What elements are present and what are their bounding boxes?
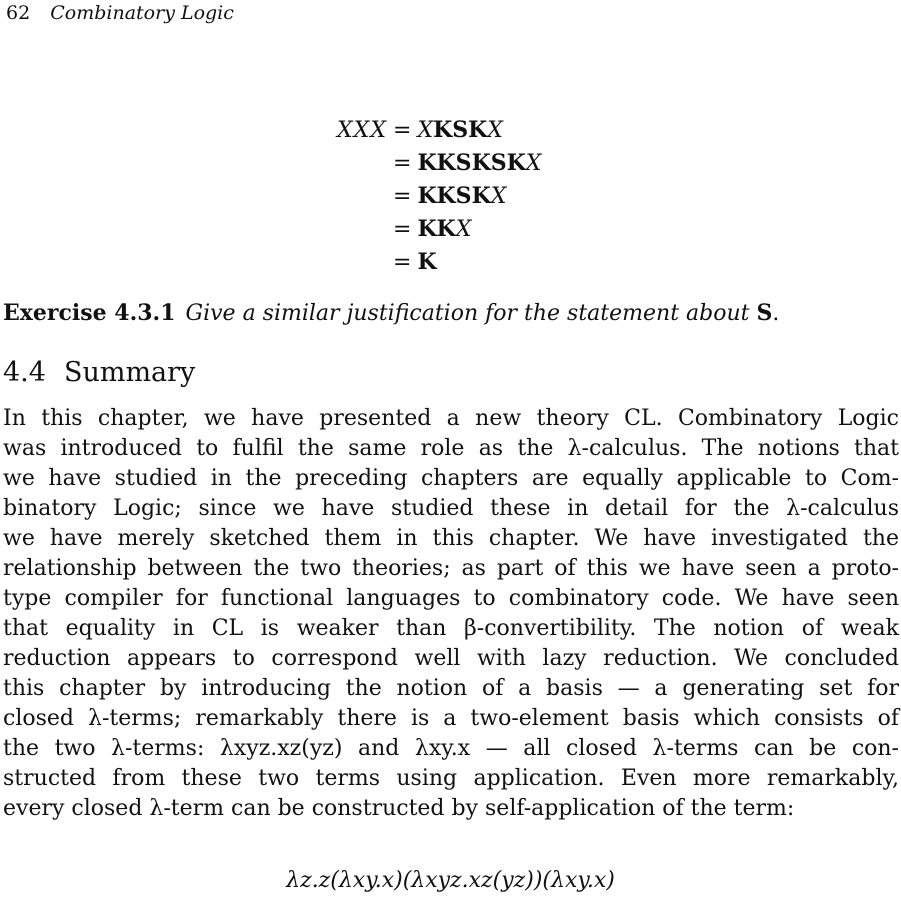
- paragraph-line: that equality in CL is weaker than β-convertibility. The notion of weak: [3, 616, 899, 641]
- equation-rhs: [393, 147, 541, 180]
- section-number: 4.4: [3, 357, 46, 388]
- paragraph-line: binatory Logic; since we have studied these in detail for the λ-calculus: [3, 496, 899, 521]
- term-part: K: [417, 249, 437, 275]
- exercise-label: Exercise 4.3.1: [3, 300, 176, 326]
- equation-row: [0, 114, 901, 147]
- paragraph-line: was introduced to fulfil the same role as the λ-calculus. The notions that: [3, 436, 899, 461]
- paragraph-line: In this chapter, we have presented a new theory CL. Combinatory Logic: [3, 406, 899, 431]
- term-part: KSK: [433, 117, 488, 143]
- equation-rhs: [393, 114, 503, 147]
- paragraph-line: type compiler for functional languages to combinatory code. We have seen: [3, 586, 899, 611]
- self-application-term: λz.z(λxy.x)(λxyz.xz(yz))(λxy.x): [286, 868, 615, 893]
- term-part: X: [525, 151, 542, 176]
- equals-sign: =: [393, 184, 412, 209]
- paragraph-line: this chapter by introducing the notion of a basis — a generating set for: [3, 676, 899, 701]
- exercise-text: Give a similar justification for the statement about: [185, 301, 750, 326]
- equation-rhs: [393, 246, 437, 279]
- term-part: X: [487, 118, 503, 143]
- section-heading: [3, 356, 195, 390]
- equation-rhs: [393, 180, 506, 213]
- equals-sign: =: [393, 151, 412, 176]
- exercise-period: .: [772, 301, 780, 326]
- equation-row: [0, 246, 901, 279]
- term-part: X: [455, 217, 472, 242]
- paragraph-line: every closed λ-term can be constructed by self-application of the term:: [3, 796, 795, 821]
- exercise-statement: [3, 298, 779, 329]
- paragraph-line: we have studied in the preceding chapters are equally applicable to Com-: [3, 466, 899, 491]
- page-number: 62: [6, 2, 31, 24]
- equation-rhs: [393, 213, 471, 246]
- term-part: KK: [417, 216, 456, 242]
- paragraph-line: relationship between the two theories; as part of this we have seen a proto-: [3, 556, 899, 581]
- page-header: [6, 0, 234, 26]
- paragraph-line: the two λ-terms: λxyz.xz(yz) and λxy.x — all closed λ-terms can be con-: [3, 736, 899, 761]
- running-chapter-title: Combinatory Logic: [50, 2, 234, 24]
- equation-lhs: XXX: [337, 118, 387, 143]
- section-title: Summary: [63, 357, 196, 388]
- exercise-term: S: [756, 300, 773, 326]
- equation-row: [0, 180, 901, 213]
- equals-sign: =: [393, 118, 412, 143]
- reduction-equation: [0, 114, 901, 279]
- equation-row: [0, 147, 901, 180]
- term-part: X: [490, 184, 507, 209]
- paragraph-line: we have merely sketched them in this chapter. We have investigated the: [3, 526, 899, 551]
- equation-row: [0, 213, 901, 246]
- term-part: KKSK: [417, 183, 491, 209]
- paragraph-line: reduction appears to correspond well with lazy reduction. We concluded: [3, 646, 899, 671]
- term-part: X: [417, 118, 434, 143]
- term-part: KKSKSK: [417, 150, 526, 176]
- summary-paragraph: [3, 404, 899, 824]
- paragraph-line: structed from these two terms using application. Even more remarkably,: [3, 766, 899, 791]
- equals-sign: =: [393, 217, 412, 242]
- paragraph-line: closed λ-terms; remarkably there is a two-element basis which consists of: [3, 706, 899, 731]
- equals-sign: =: [393, 250, 412, 275]
